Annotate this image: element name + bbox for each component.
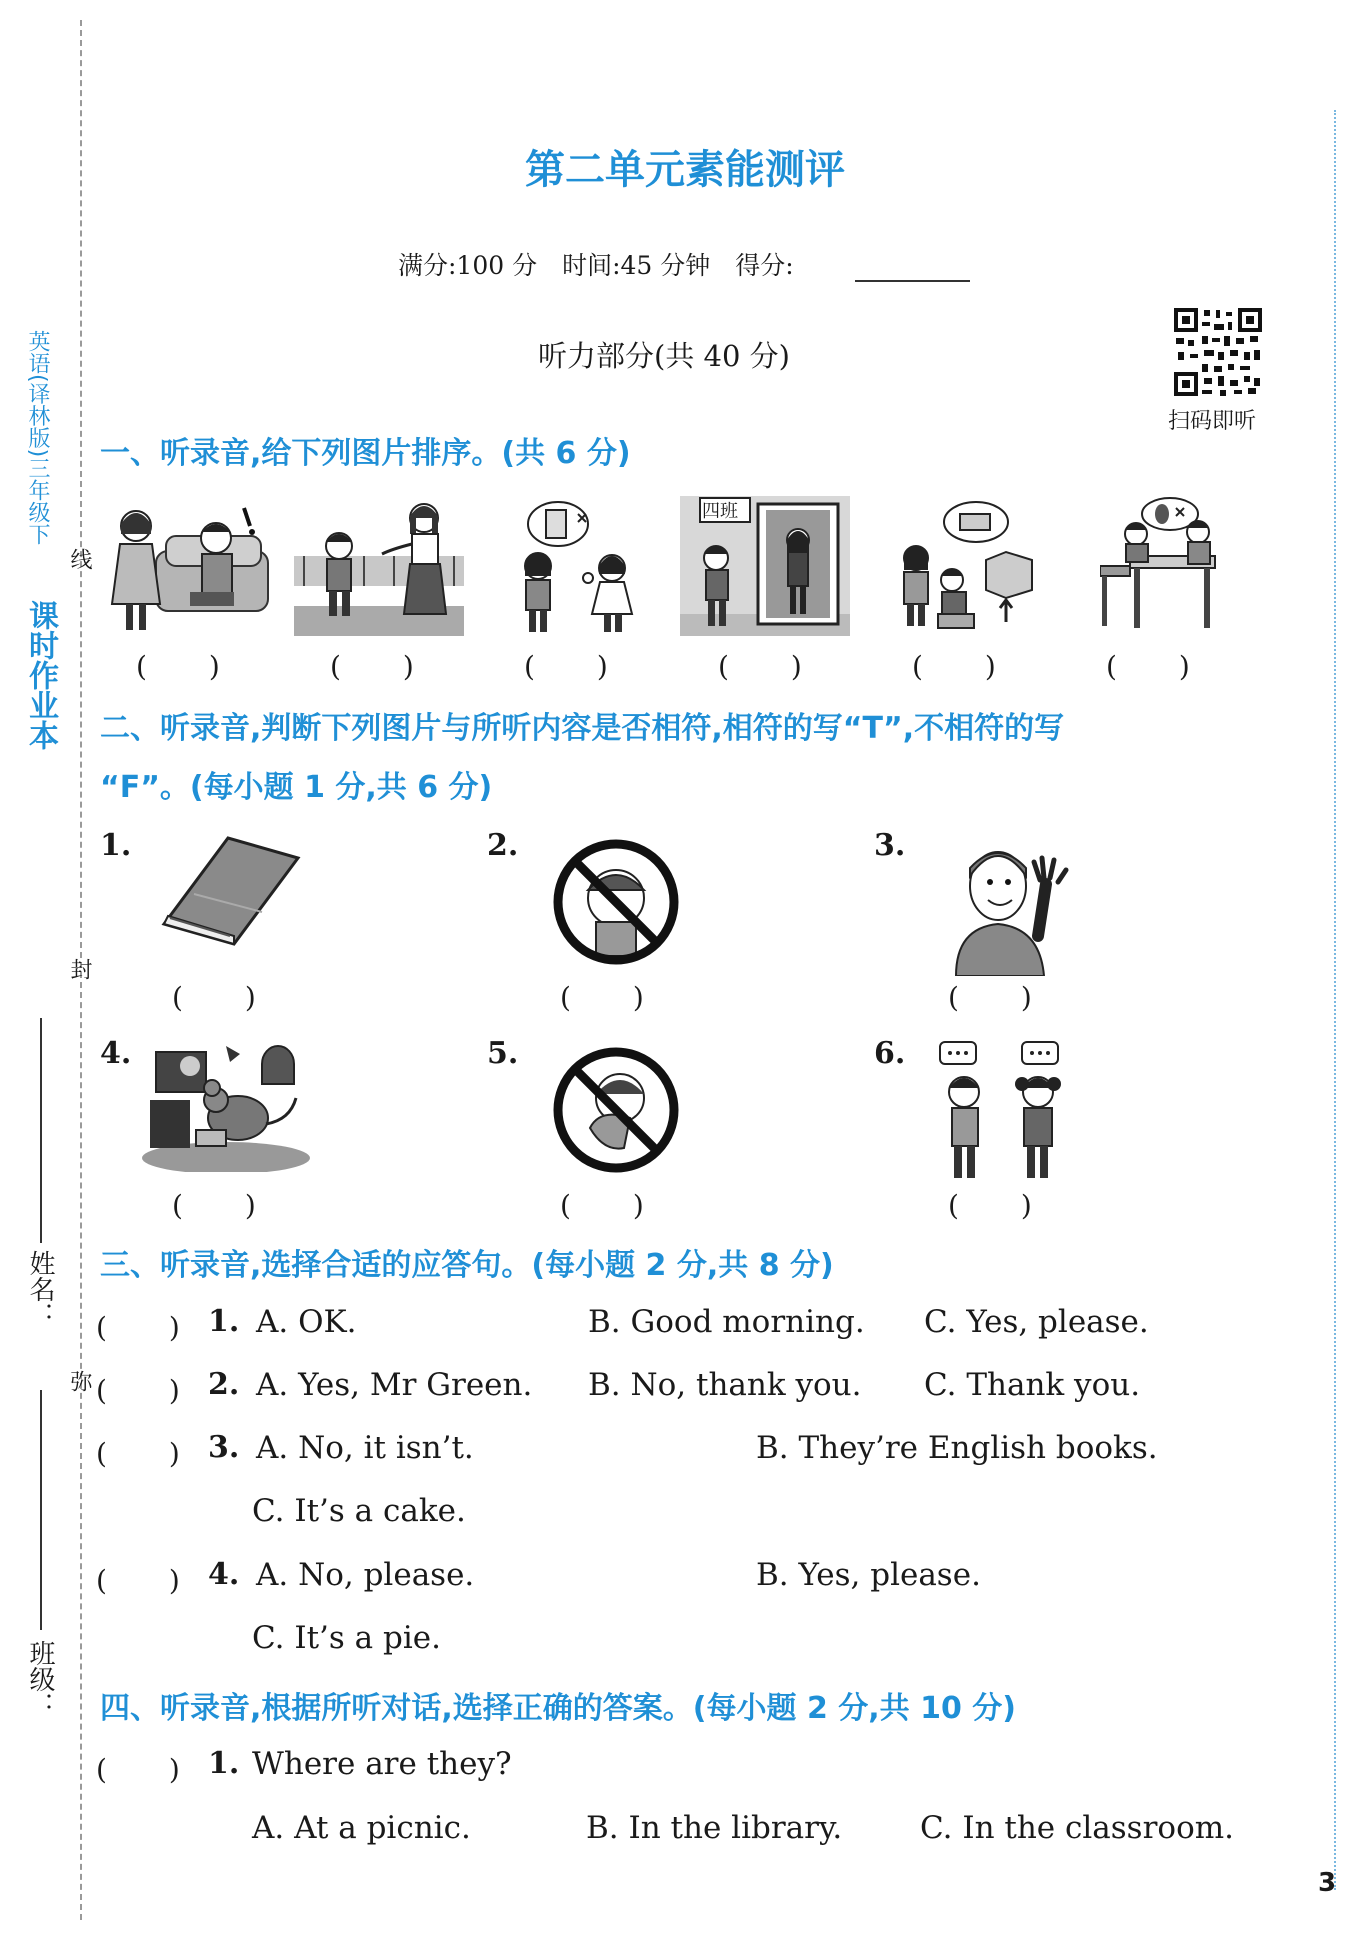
book-picture (158, 836, 303, 946)
part2-answer-4[interactable]: ( ) (172, 1189, 258, 1222)
part3-heading: 三、听录音,选择合适的应答句。(每小题 2 分,共 8 分) (100, 1248, 834, 1283)
qr-caption: 扫码即听 (1168, 409, 1257, 434)
no-eating-picture (550, 1044, 682, 1176)
part3-q1-option-a: A. OK. (256, 1304, 357, 1340)
part2-answer-3[interactable]: ( ) (948, 981, 1034, 1014)
part3-q4-num: 4. (208, 1557, 240, 1592)
part4-q1-option-b: B. In the library. (586, 1810, 843, 1846)
part1-picture-1 (106, 496, 271, 636)
part1-answer-3[interactable]: ( ) (524, 650, 610, 683)
part1-picture-5 (886, 496, 1036, 636)
part2-item-6-num: 6. (874, 1036, 906, 1071)
qr-code[interactable] (1172, 306, 1264, 398)
part3-q4-option-c: C. It’s a pie. (252, 1620, 441, 1656)
class-label: 班级： (25, 1640, 55, 1718)
part1-answer-2[interactable]: ( ) (330, 650, 416, 683)
part3-q4-paren[interactable]: ( ) (96, 1564, 182, 1597)
part3-q3-num: 3. (208, 1430, 240, 1465)
class-field[interactable] (40, 1390, 42, 1630)
page-title: 第二单元素能测评 (525, 147, 845, 193)
brand-label: 课时作业本 (23, 600, 58, 750)
part2-item-2-num: 2. (487, 828, 519, 863)
part1-picture-2 (294, 496, 464, 636)
part1-answer-4[interactable]: ( ) (718, 650, 804, 683)
part4-q1-question: Where are they? (252, 1746, 512, 1782)
name-field[interactable] (40, 1018, 42, 1243)
part3-q2-num: 2. (208, 1367, 240, 1402)
part3-q3-option-c: C. It’s a cake. (252, 1493, 466, 1529)
part4-q1-paren[interactable]: ( ) (96, 1753, 182, 1786)
no-boy-picture (550, 836, 682, 968)
score-meta: 满分:100 分 时间:45 分钟 得分: (398, 251, 794, 280)
two-girls-talking-picture (934, 1040, 1074, 1182)
listening-heading: 听力部分(共 40 分) (538, 339, 790, 373)
cut-close-label: 弥 (67, 1370, 92, 1392)
part3-q4-option-b: B. Yes, please. (756, 1557, 981, 1593)
part3-q3-option-b: B. They’re English books. (756, 1430, 1158, 1466)
part3-q3-option-a: A. No, it isn’t. (256, 1430, 474, 1466)
part3-q2-option-b: B. No, thank you. (588, 1367, 862, 1403)
part1-picture-3 (508, 496, 648, 636)
part2-answer-2[interactable]: ( ) (560, 981, 646, 1014)
part3-q2-option-c: C. Thank you. (924, 1367, 1141, 1403)
part3-q1-paren[interactable]: ( ) (96, 1311, 182, 1344)
right-dotted-border (1334, 110, 1336, 1890)
part2-item-5-num: 5. (487, 1036, 519, 1071)
part1-picture-4 (680, 496, 850, 636)
class-sign-text: 四班 (702, 501, 738, 522)
cut-line-label: 线 (67, 548, 92, 570)
part2-heading-line1: 二、听录音,判断下列图片与所听内容是否相符,相符的写“T”,不相符的写 (100, 711, 1065, 746)
name-label: 姓名： (25, 1250, 55, 1328)
part3-q1-option-b: B. Good morning. (588, 1304, 865, 1340)
page-number: 3 (1318, 1868, 1337, 1898)
subject-label: 英语(译林版)三年级下 (25, 330, 50, 546)
part3-q1-option-c: C. Yes, please. (924, 1304, 1149, 1340)
part4-heading: 四、听录音,根据所听对话,选择正确的答案。(每小题 2 分,共 10 分) (100, 1691, 1017, 1726)
waving-man-picture (948, 836, 1073, 976)
part2-answer-6[interactable]: ( ) (948, 1189, 1034, 1222)
part1-answer-5[interactable]: ( ) (912, 650, 998, 683)
part4-q1-option-a: A. At a picnic. (252, 1810, 471, 1846)
part2-item-4-num: 4. (100, 1036, 132, 1071)
part2-item-1-num: 1. (100, 828, 132, 863)
part2-answer-1[interactable]: ( ) (172, 981, 258, 1014)
part4-q1-option-c: C. In the classroom. (920, 1810, 1234, 1846)
part4-q1-num: 1. (208, 1746, 240, 1781)
part1-heading: 一、听录音,给下列图片排序。(共 6 分) (100, 436, 631, 471)
part3-q2-option-a: A. Yes, Mr Green. (256, 1367, 533, 1403)
part3-q1-num: 1. (208, 1304, 240, 1339)
score-field[interactable] (855, 280, 970, 282)
part1-picture-6 (1100, 496, 1220, 636)
part1-answer-6[interactable]: ( ) (1106, 650, 1192, 683)
part3-q2-paren[interactable]: ( ) (96, 1374, 182, 1407)
part3-q4-option-a: A. No, please. (256, 1557, 475, 1593)
part2-heading-line2: “F”。(每小题 1 分,共 6 分) (100, 770, 493, 805)
mouse-room-picture (142, 1040, 310, 1172)
part3-q3-paren[interactable]: ( ) (96, 1437, 182, 1470)
part1-answer-1[interactable]: ( ) (136, 650, 222, 683)
part2-item-3-num: 3. (874, 828, 906, 863)
cut-seal-label: 封 (67, 958, 92, 980)
part2-answer-5[interactable]: ( ) (560, 1189, 646, 1222)
